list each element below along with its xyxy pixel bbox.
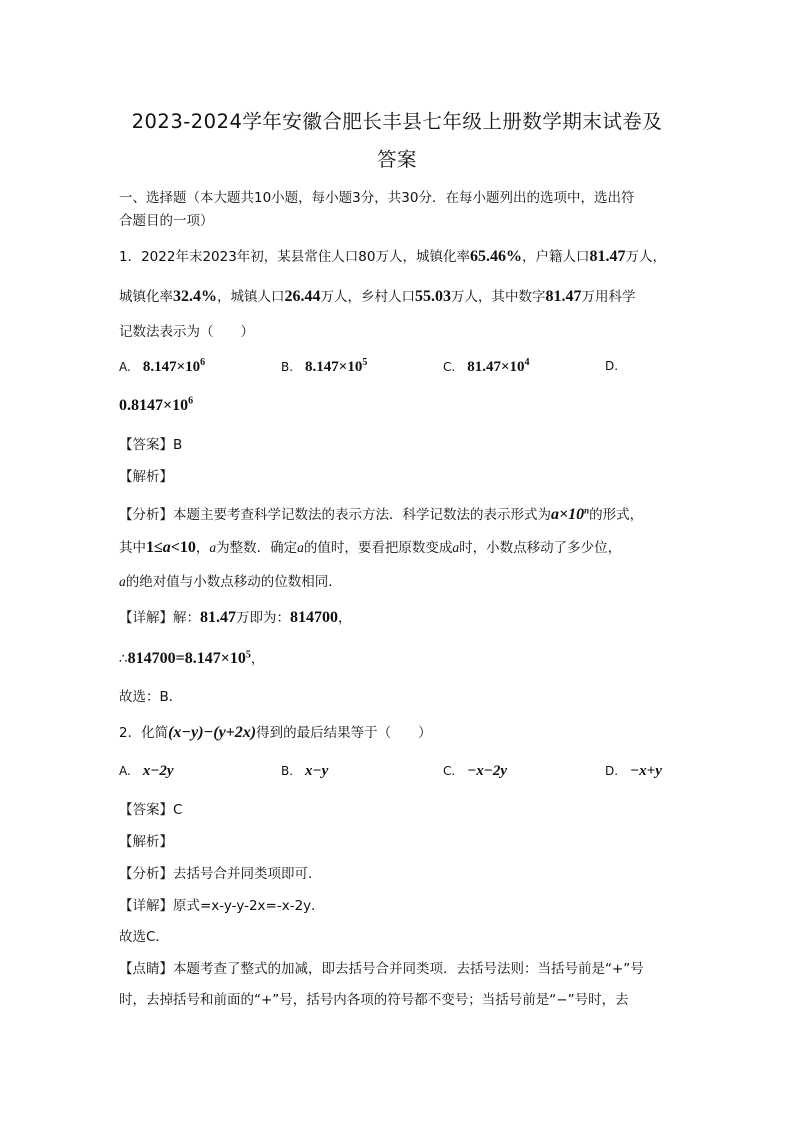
option-math: −x+y: [630, 763, 662, 779]
math-exponent: 4: [524, 357, 530, 368]
q1-text: 为整数．确定: [216, 540, 298, 556]
option-math: x−y: [305, 763, 329, 779]
q1-analysis-line-2: [119, 536, 621, 557]
math-base: 81.47×10: [467, 359, 525, 375]
math-base: 0.8147×10: [119, 397, 189, 415]
title-line-2: 答案: [376, 148, 417, 171]
math-base: 8.147×10: [305, 359, 363, 375]
q1-text: 1．2022年末2023年初，某县常住人口80万人，城镇化率: [119, 249, 470, 265]
q1-text: 万人，其中数字: [451, 289, 546, 305]
q1-math: 81.47: [200, 609, 236, 626]
q1-analysis-heading: 【解析】: [119, 469, 173, 485]
title-line-1: 2023-2024学年安徽合肥长丰县七年级上册数学期末试卷及: [131, 110, 663, 133]
q1-answer: 【答案】B: [119, 437, 183, 453]
q1-text: 万即为：: [236, 610, 290, 626]
option-math: [119, 397, 193, 414]
q1-text: 万人，: [625, 249, 666, 265]
q1-math-population: 81.47: [589, 248, 626, 265]
option-label: A.: [119, 764, 131, 778]
q2-math: (x−y)−(y+2x): [168, 724, 257, 741]
math-exponent: 6: [188, 396, 194, 407]
q1-text: 【详解】解：: [119, 610, 200, 626]
option-label: A.: [119, 360, 131, 374]
section-heading-line-1: 一、选择题（本大题共10小题，每小题3分，共30分．在每小题列出的选项中，选出符: [119, 190, 635, 206]
option-math: x−2y: [142, 763, 174, 779]
q1-text: ，: [195, 540, 210, 556]
q1-text: 【分析】本题主要考查科学记数法的表示方法．科学记数法的表示形式为: [119, 507, 551, 523]
math-exponent: n: [584, 505, 590, 516]
q1-math: 814700: [290, 609, 338, 626]
section-heading-line-2: 合题目的一项）: [119, 213, 214, 229]
q1-math: a×10: [551, 506, 585, 523]
option-label: C.: [443, 764, 456, 778]
q1-text: ，: [250, 651, 265, 667]
q1-option-c: [443, 357, 530, 376]
option-label: B.: [281, 764, 294, 778]
math-exponent: 5: [245, 649, 251, 661]
q2-option-d: [605, 763, 662, 780]
option-math: [305, 359, 367, 375]
option-math: −x−2y: [467, 763, 508, 779]
q1-var: a: [209, 540, 217, 555]
q2-option-a: [119, 763, 174, 780]
q1-math: 814700=8.147×10: [127, 650, 246, 667]
option-label: D.: [605, 764, 619, 778]
q1-text: 城镇化率: [119, 289, 173, 305]
q1-text: 的绝对值与小数点移动的位数相同．: [125, 574, 342, 590]
q2-analysis-heading: 【解析】: [119, 834, 173, 850]
q2-text: 得到的最后结果等于（ ）: [256, 725, 432, 741]
q2-remark-line-2: 时，去掉括号和前面的“+”号，括号内各项的符号都不变号；当括号前是“−”号时，去: [119, 992, 629, 1008]
q1-detail-line-2: [119, 647, 264, 668]
option-label: C.: [443, 360, 456, 374]
q1-option-b: [281, 357, 367, 376]
q1-math: 1≤: [146, 539, 163, 556]
q2-stem: [119, 721, 432, 742]
q1-math: 81.47: [545, 288, 582, 305]
q2-detail: 【详解】原式=x-y-y-2x=-x-2y．: [119, 898, 325, 914]
q1-var: a: [452, 540, 460, 555]
q1-math: 32.4%: [173, 288, 217, 305]
q2-remark-line-1: 【点睛】本题考查了整式的加减，即去括号合并同类项．去括号法则：当括号前是“+”号: [119, 961, 644, 977]
q2-analysis: 【分析】去括号合并同类项即可．: [119, 866, 322, 882]
q1-math: <10: [170, 539, 196, 556]
q1-var: a: [119, 574, 126, 589]
q1-text: 的值时，要看把原数变成: [303, 540, 453, 556]
math-exponent: 5: [362, 357, 368, 368]
q1-stem-line-2: [119, 285, 636, 306]
q1-option-d: [119, 396, 193, 415]
q2-option-b: [281, 763, 328, 780]
q1-text: ，城镇人口: [217, 289, 285, 305]
option-math: [143, 359, 205, 375]
q1-math: a: [162, 539, 171, 556]
q1-choice: 故选：B．: [119, 689, 183, 705]
q1-math: 26.44: [284, 288, 321, 305]
q1-option-d-label: D.: [605, 359, 619, 373]
q1-detail-line-1: [119, 606, 352, 627]
q1-math: 55.03: [415, 288, 451, 305]
q2-answer: 【答案】C: [119, 802, 183, 818]
q1-analysis-line-3: [119, 570, 342, 590]
q1-text: 万人，乡村人口: [320, 289, 415, 305]
q1-text: 万用科学: [581, 289, 636, 305]
math-exponent: 6: [200, 357, 206, 368]
q1-text: ，户籍人口: [521, 249, 590, 265]
option-math: [467, 359, 529, 375]
q1-text: ，: [338, 610, 352, 626]
q1-option-a: [119, 357, 205, 376]
q1-stem-line-3: 记数法表示为（ ）: [119, 324, 254, 340]
option-label: B.: [281, 360, 294, 374]
q1-math-rate: 65.46%: [469, 248, 522, 265]
math-base: 8.147×10: [142, 359, 201, 375]
q2-choice: 故选C．: [119, 929, 169, 945]
q2-option-c: [443, 763, 507, 780]
q1-var: a: [297, 540, 304, 555]
q1-text: 的形式，: [589, 507, 644, 523]
q1-text: 其中: [119, 540, 146, 556]
q2-text: 2．化简: [119, 725, 169, 741]
q1-analysis-line-1: [119, 503, 643, 524]
therefore-symbol: ∴: [119, 651, 128, 667]
q1-stem-line-1: [119, 245, 666, 266]
q1-text: 时，小数点移动了多少位，: [459, 540, 622, 556]
